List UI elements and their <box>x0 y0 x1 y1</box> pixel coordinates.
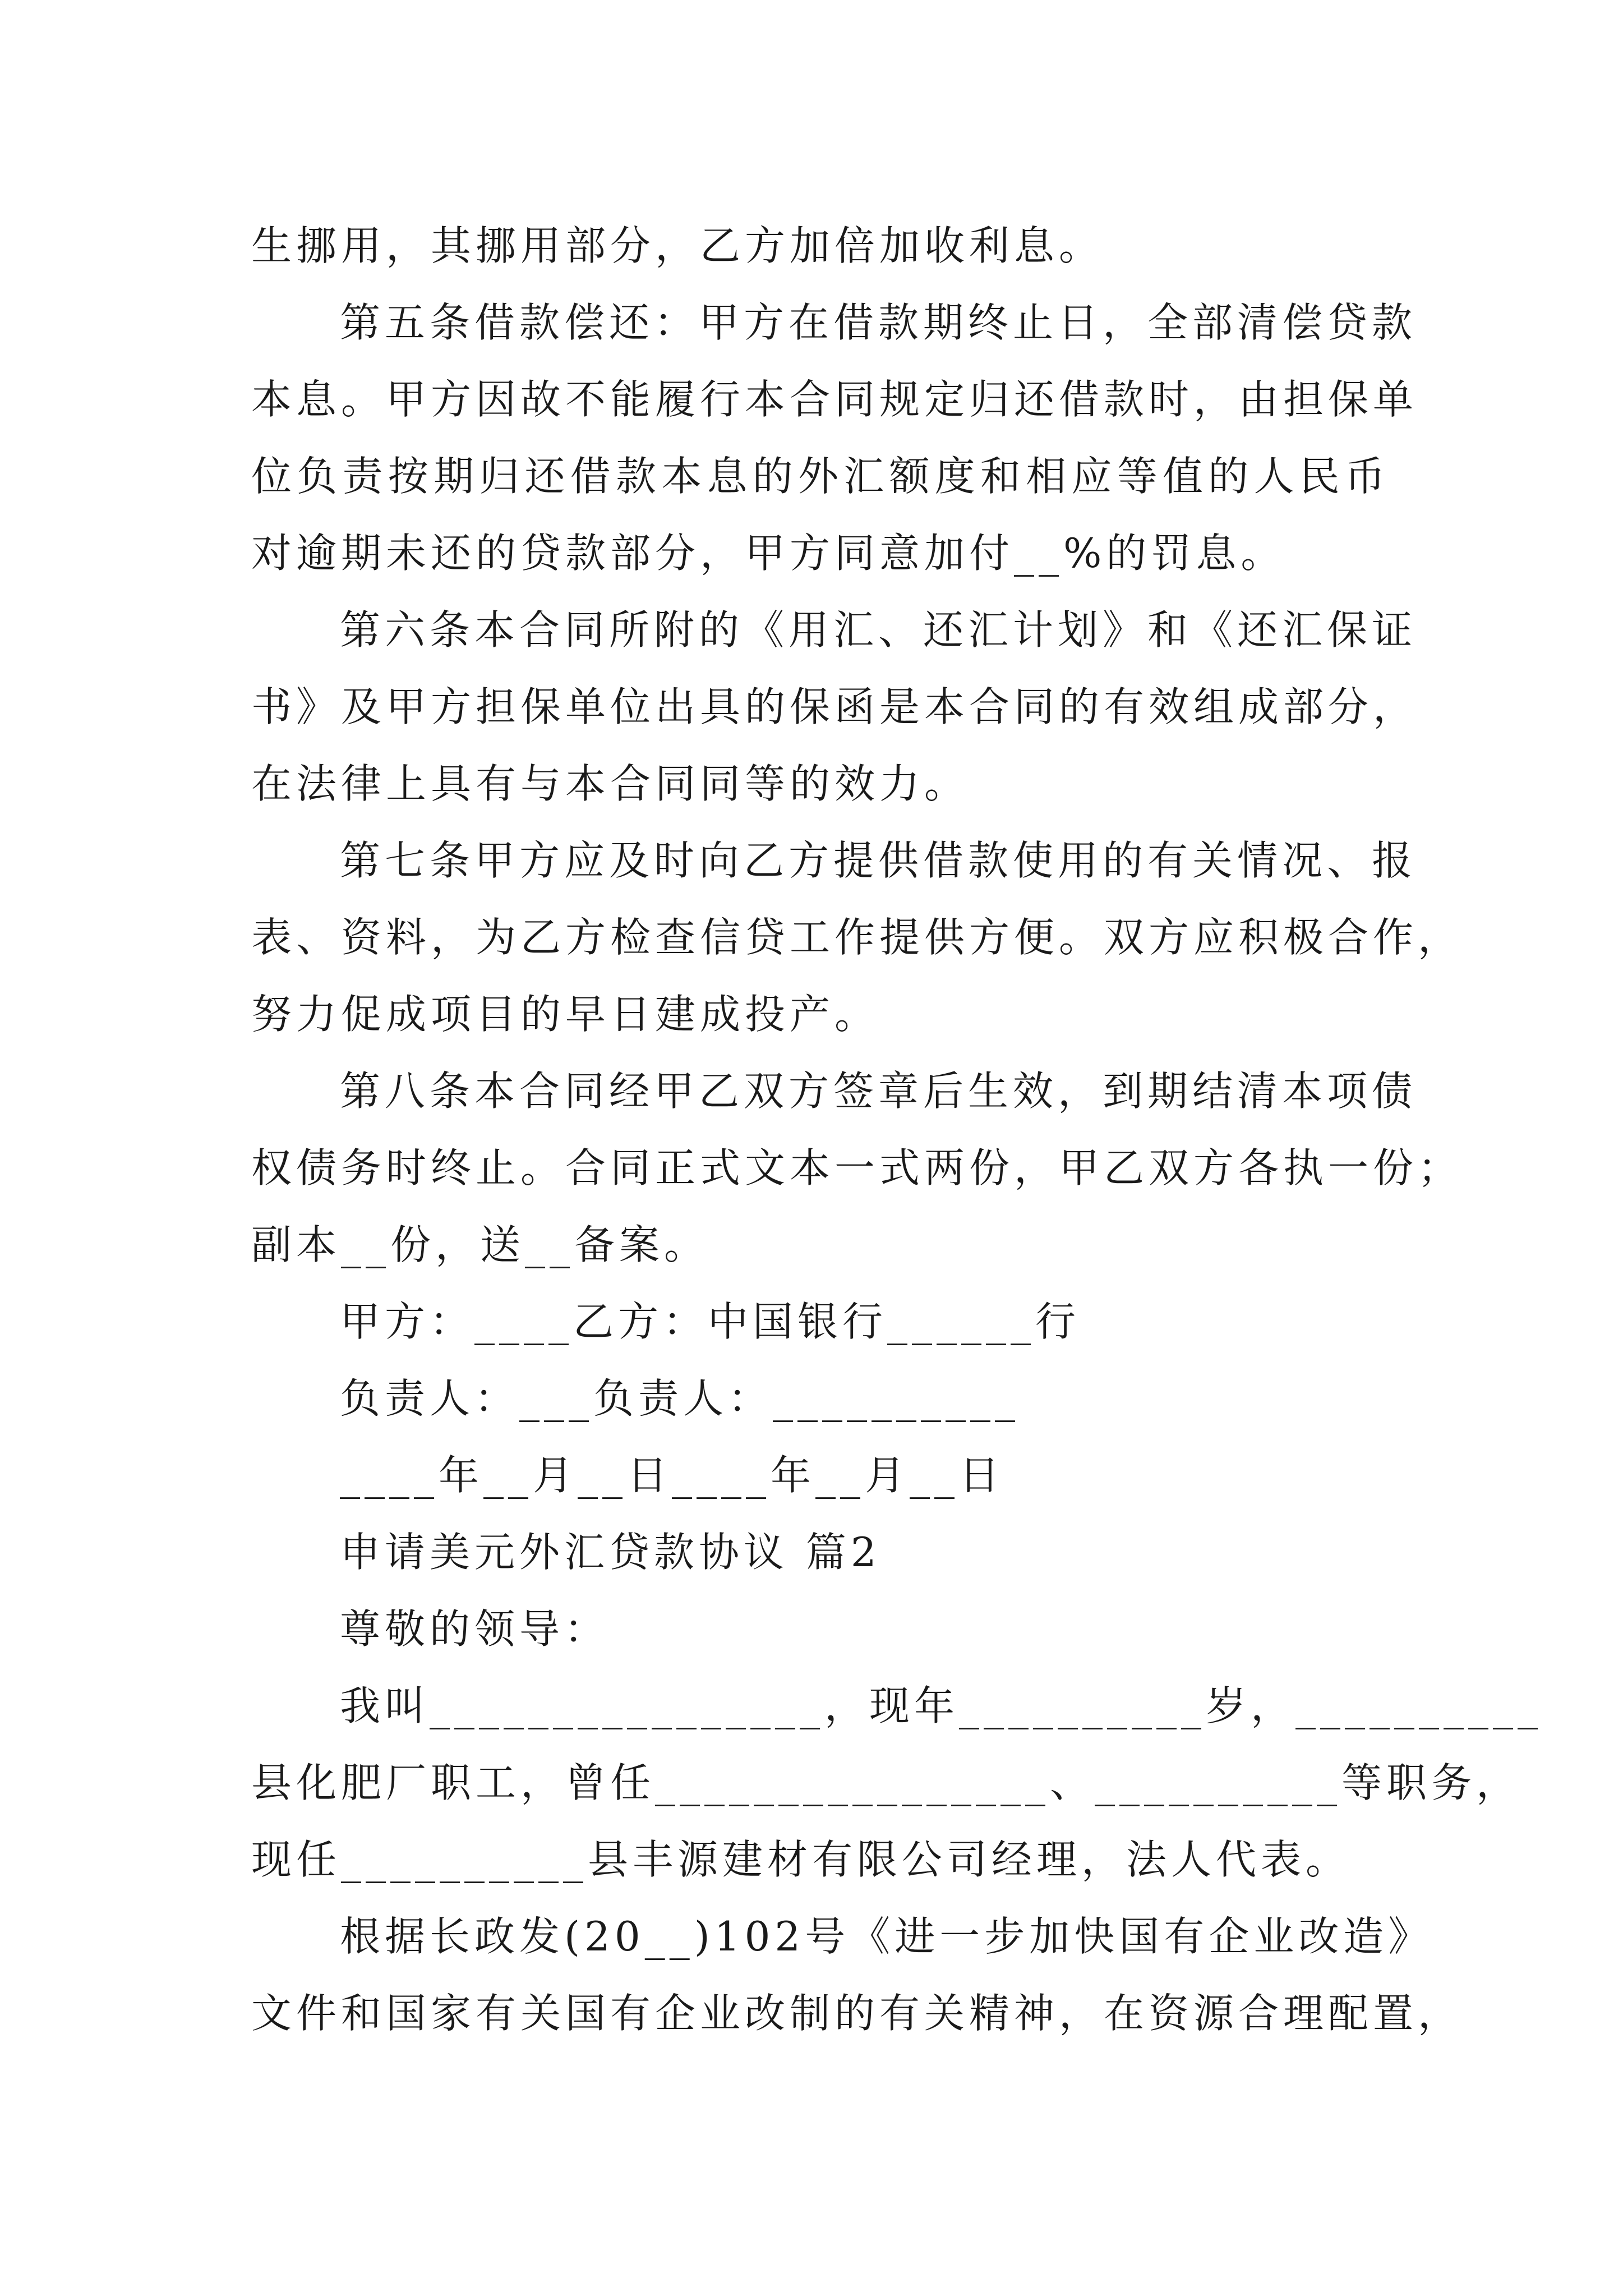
text-line-7: 书》及甲方担保单位出具的保函是本合同的有效组成部分， <box>251 683 1418 730</box>
document-body <box>251 208 1543 2052</box>
section-heading: 申请美元外汇贷款协议 篇2 <box>340 1529 881 1576</box>
text-line-9: 第七条甲方应及时向乙方提供借款使用的有关情况、报 <box>340 837 1417 884</box>
salutation: 尊敬的领导： <box>340 1605 610 1653</box>
responsible-person-line: 负责人：___负责人：__________ <box>340 1375 1020 1422</box>
text-line-3: 本息。甲方因故不能履行本合同规定归还借款时，由担保单 <box>251 376 1418 423</box>
text-line-5: 对逾期未还的贷款部分，甲方同意加付__%的罚息。 <box>251 530 1286 577</box>
text-line-10: 表、资料，为乙方检查信贷工作提供方便。双方应积极合作， <box>251 914 1463 961</box>
party-a-b-line: 甲方：____乙方：中国银行______行 <box>340 1298 1081 1345</box>
text-line-12: 第八条本合同经甲乙双方签章后生效，到期结清本项债 <box>340 1068 1417 1115</box>
text-line-21: 县化肥厂职工，曾任________________、__________等职务， <box>251 1759 1521 1806</box>
text-line-23: 根据长政发(20__)102号《进一步加快国有企业改造》 <box>340 1913 1433 1960</box>
date-line: ____年__月__日____年__月__日 <box>340 1452 1004 1499</box>
text-line-8: 在法律上具有与本合同同等的效力。 <box>251 760 970 807</box>
text-line-14: 副本__份，送__备案。 <box>251 1221 709 1268</box>
text-line-13: 权债务时终止。合同正式文本一式两份，甲乙双方各执一份； <box>251 1144 1463 1191</box>
text-line-11: 努力促成项目的早日建成投产。 <box>251 991 880 1038</box>
text-line-20: 我叫________________，现年__________岁，__________ <box>340 1682 1543 1729</box>
text-line-6: 第六条本合同所附的《用汇、还汇计划》和《还汇保证 <box>340 606 1417 654</box>
text-line-2: 第五条借款偿还：甲方在借款期终止日，全部清偿贷款 <box>340 299 1417 346</box>
text-line-1: 生挪用，其挪用部分，乙方加倍加收利息。 <box>251 222 1104 269</box>
text-line-22: 现任__________县丰源建材有限公司经理，法人代表。 <box>251 1836 1351 1883</box>
text-line-4: 位负责按期归还借款本息的外汇额度和相应等值的人民币 <box>251 453 1390 500</box>
text-line-24: 文件和国家有关国有企业改制的有关精神，在资源合理配置， <box>251 1990 1463 2037</box>
